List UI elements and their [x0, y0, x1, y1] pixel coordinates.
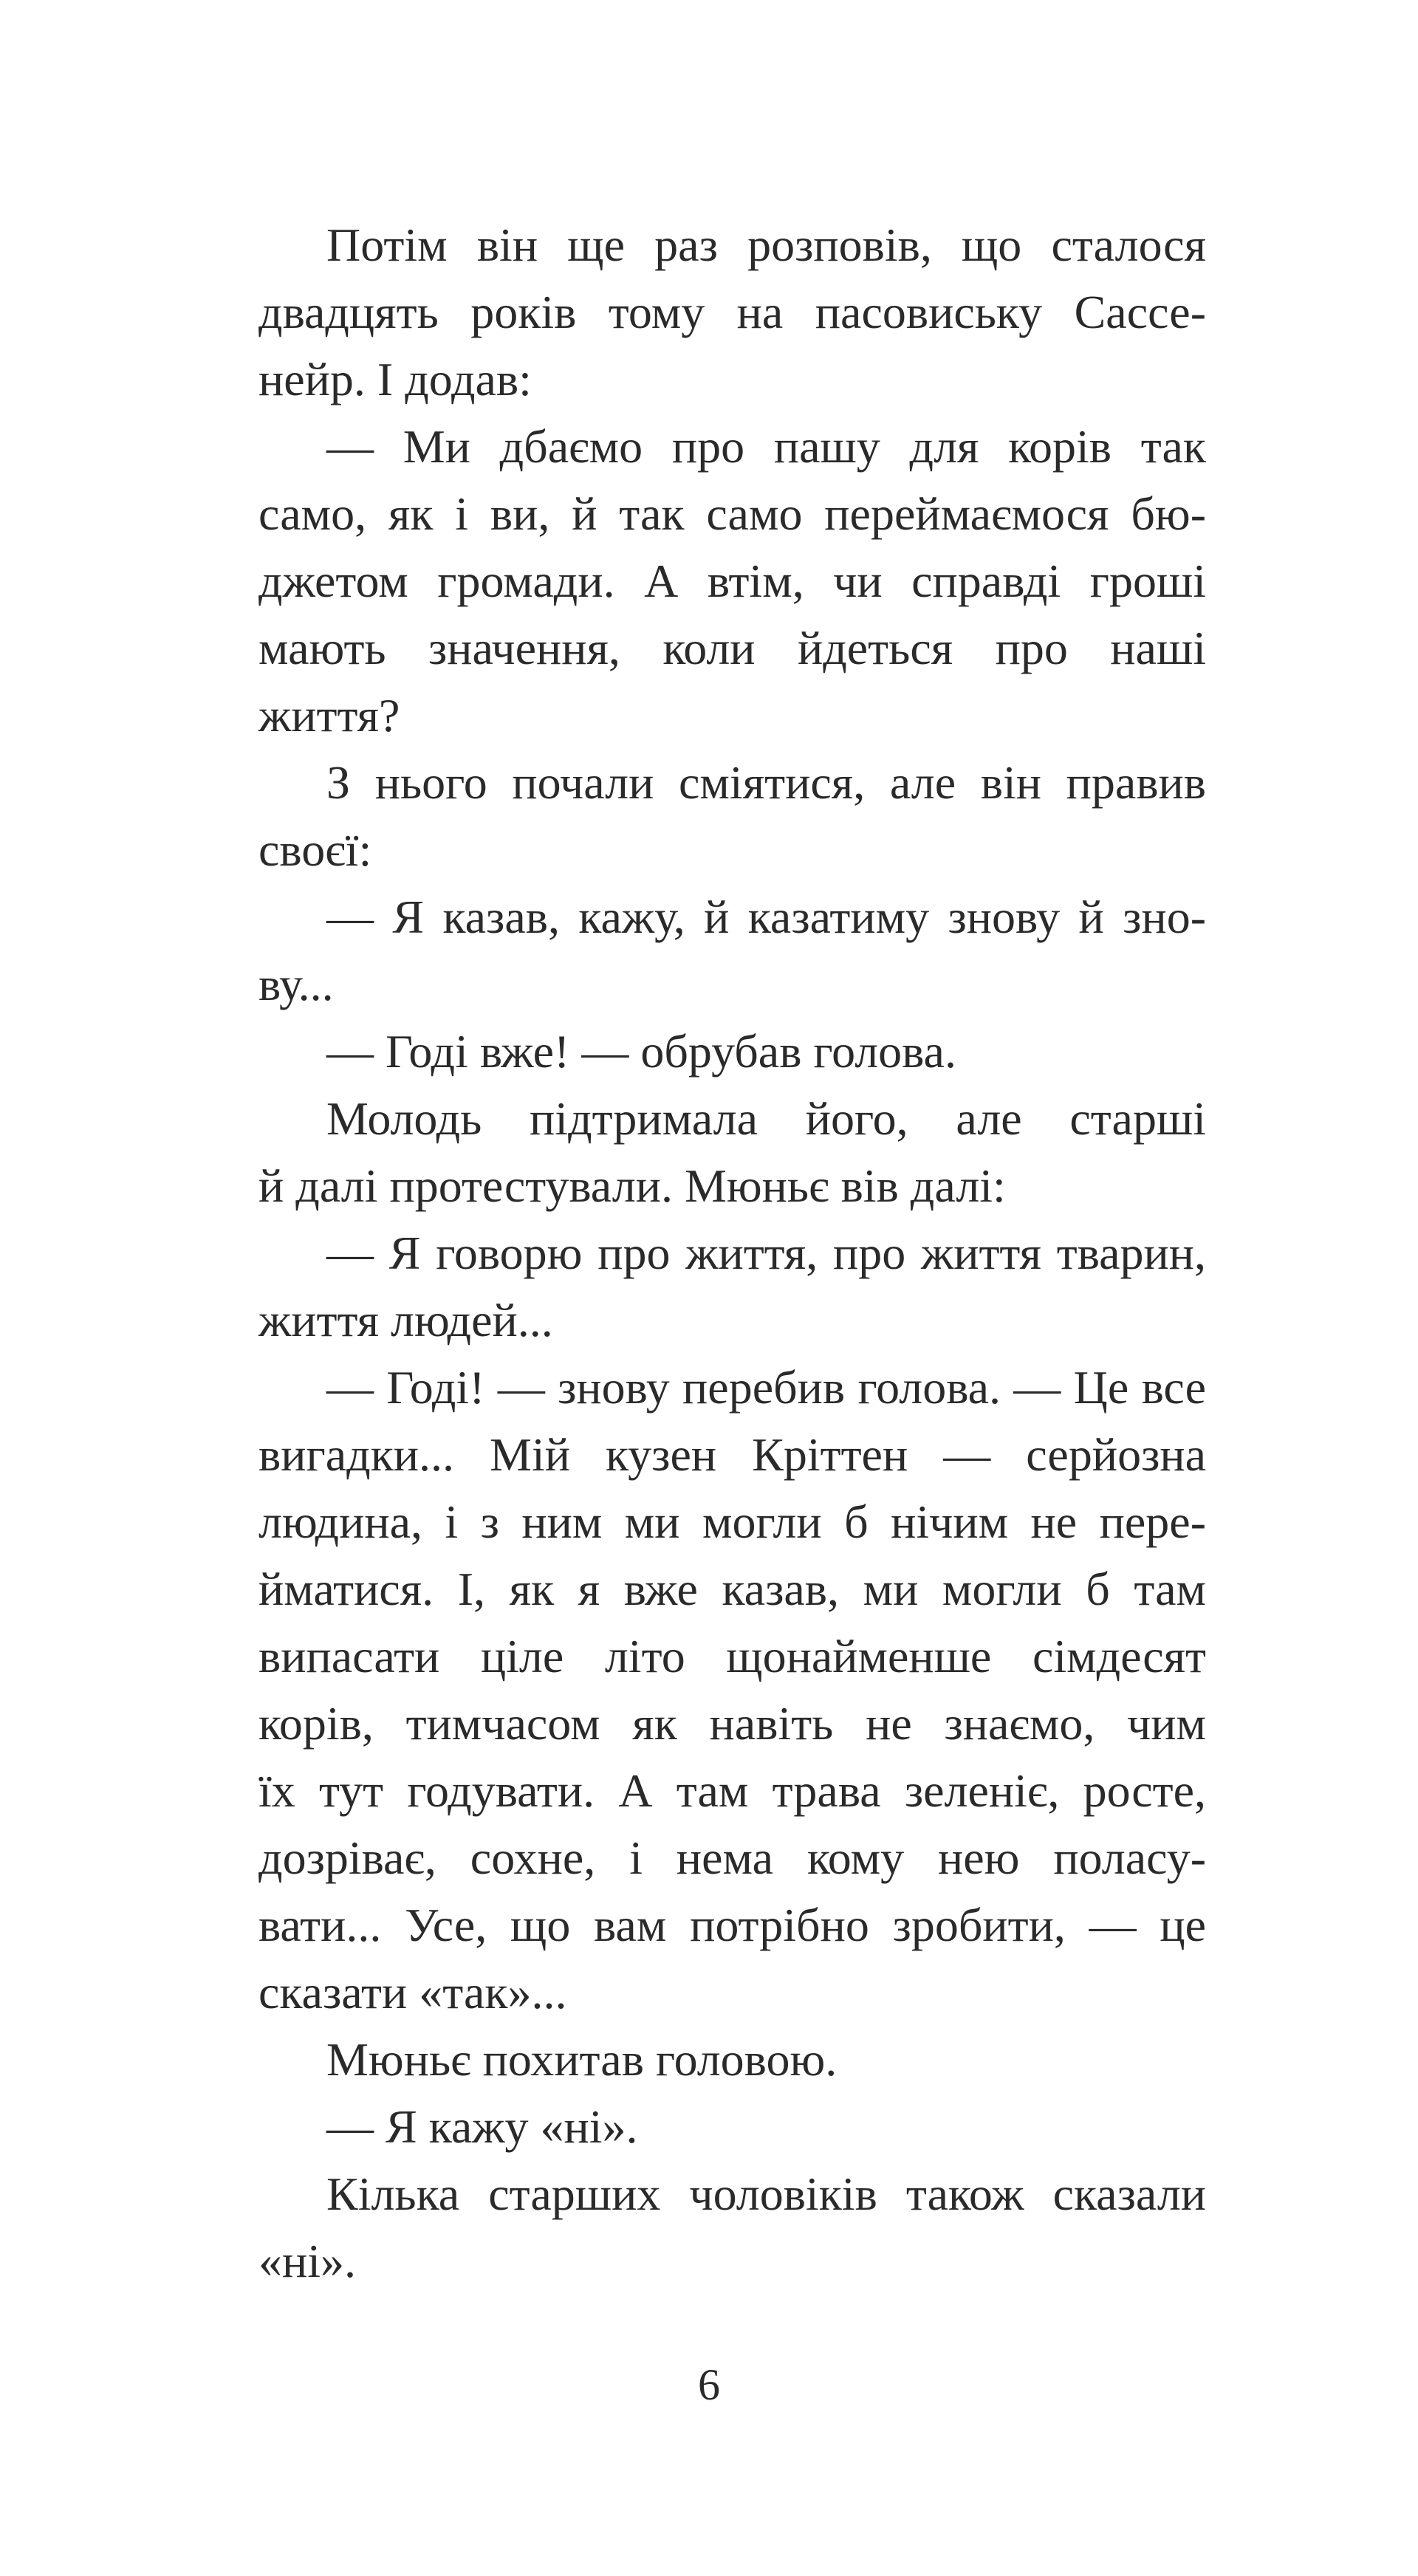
body-text	[258, 211, 1206, 2295]
text-line: — Я казав, кажу, й казатиму знову й зно-	[326, 891, 1206, 943]
text-line: — Я говорю про життя, про життя тварин,	[326, 1227, 1206, 1279]
text-line: мають значення, коли йдеться про наші	[258, 622, 1206, 674]
text-line: — Годі вже! — обрубав голова.	[326, 1025, 956, 1078]
text-line: — Я кажу «ні».	[326, 2100, 638, 2153]
text-line: Молодь підтримала його, але старші	[326, 1092, 1206, 1145]
text-line: своєї:	[258, 823, 372, 876]
text-line: сказати «так»...	[258, 1966, 567, 2018]
text-line: ву...	[258, 958, 334, 1010]
text-line: Кілька старших чоловіків також сказали	[326, 2168, 1206, 2220]
text-line: вигадки... Мій кузен Кріттен — серйозна	[258, 1428, 1206, 1481]
text-line: джетом громади. А втім, чи справді гроші	[258, 555, 1206, 607]
text-line: Мюньє похитав головою.	[326, 2033, 838, 2086]
text-line: вати... Усе, що вам потрібно зробити, — це	[258, 1899, 1206, 1951]
text-line: двадцять років тому на пасовиську Сассе-	[258, 286, 1206, 338]
text-line: само, як і ви, й так само переймаємося бю-	[258, 487, 1206, 540]
text-line: З нього почали сміятися, але він правив	[326, 756, 1206, 809]
text-line: — Ми дбаємо про пашу для корів так	[326, 420, 1206, 473]
text-line: життя людей...	[258, 1294, 553, 1346]
text-line: людина, і з ним ми могли б нічим не пере-	[258, 1496, 1206, 1548]
text-line: й далі протестували. Мюньє вів далі:	[258, 1159, 1006, 1212]
text-line: їх тут годувати. А там трава зеленіє, росте,	[258, 1764, 1206, 1817]
page-number: 6	[698, 2360, 720, 2409]
text-line: корів, тимчасом як навіть не знаємо, чим	[258, 1697, 1206, 1750]
text-line: йматися. І, як я вже казав, ми могли б там	[258, 1563, 1206, 1615]
text-line: нейр. І додав:	[258, 353, 532, 405]
text-line: Потім він ще раз розповів, що сталося	[326, 219, 1206, 271]
text-line: «ні».	[258, 2235, 357, 2287]
text-line: випасати ціле літо щонайменше сімдесят	[258, 1630, 1206, 1682]
text-line: життя?	[258, 689, 400, 741]
text-line: дозріває, сохне, і нема кому нею поласу-	[258, 1832, 1206, 1884]
text-line: — Годі! — знову перебив голова. — Це все	[326, 1361, 1206, 1414]
